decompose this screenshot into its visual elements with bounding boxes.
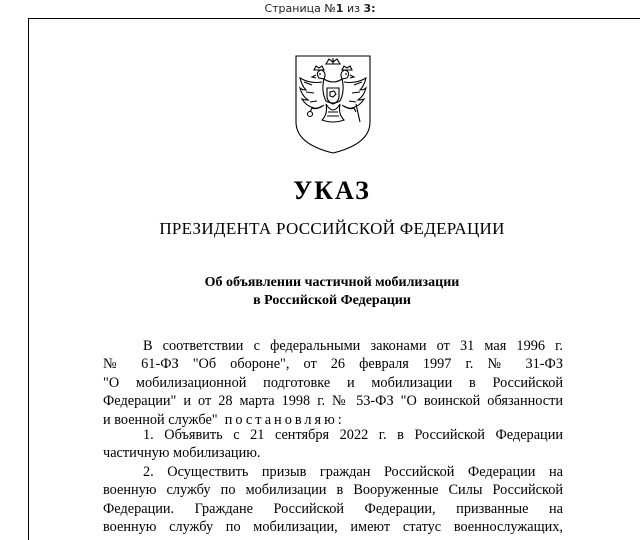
preamble-line: Федерации" и от 28 марта 1998 г. № 53-ФЗ "О воинской обязанности: [103, 393, 563, 410]
preamble-line: В соответствии с федеральными законами от 31 мая 1996 г.: [143, 338, 563, 354]
subject-line-1: Об объявлении частичной мобилизации: [204, 275, 460, 290]
item-2-line: Федерации. Граждане Российской Федерации, призванные на: [103, 500, 563, 517]
decree-title: УКАЗ: [293, 176, 371, 205]
item-2-paragraph: [103, 463, 563, 537]
decree-subtitle: ПРЕЗИДЕНТА РОССИЙСКОЙ ФЕДЕРАЦИИ: [159, 219, 505, 238]
page-current: 1: [335, 2, 344, 15]
item-2-line: 2. Осуществить призыв граждан Российской Федерации на: [143, 464, 563, 480]
preamble-paragraph: [103, 337, 563, 429]
decree-word: постановляю:: [224, 411, 345, 428]
item-2-line: военную службу по мобилизации, имеют статус военнослужащих,: [103, 519, 563, 536]
page-suffix: :: [371, 2, 376, 15]
item-2-line: военную службу по мобилизации в Вооруженные Силы Российской: [103, 482, 563, 499]
russian-coat-of-arms-icon: [292, 52, 374, 156]
item-1-line: частичную мобилизацию.: [103, 445, 261, 462]
page-mid: из: [343, 2, 364, 15]
decree-subject: [0, 274, 640, 310]
page-prefix: Страница №: [264, 2, 336, 15]
item-1-line: 1. Объявить с 21 сентября 2022 г. в Российской Федерации: [143, 427, 563, 443]
subject-line-2: в Российской Федерации: [253, 293, 411, 308]
page-total: 3: [363, 2, 372, 15]
preamble-line: № 61-ФЗ "Об обороне", от 26 февраля 1997 г. № 31-ФЗ: [103, 356, 563, 373]
item-1-paragraph: [103, 426, 563, 463]
preamble-line: "О мобилизационной подготовке и мобилизации в Российской: [103, 374, 563, 391]
page-indicator: [0, 2, 640, 16]
preamble-line: и военной службе": [103, 411, 218, 428]
